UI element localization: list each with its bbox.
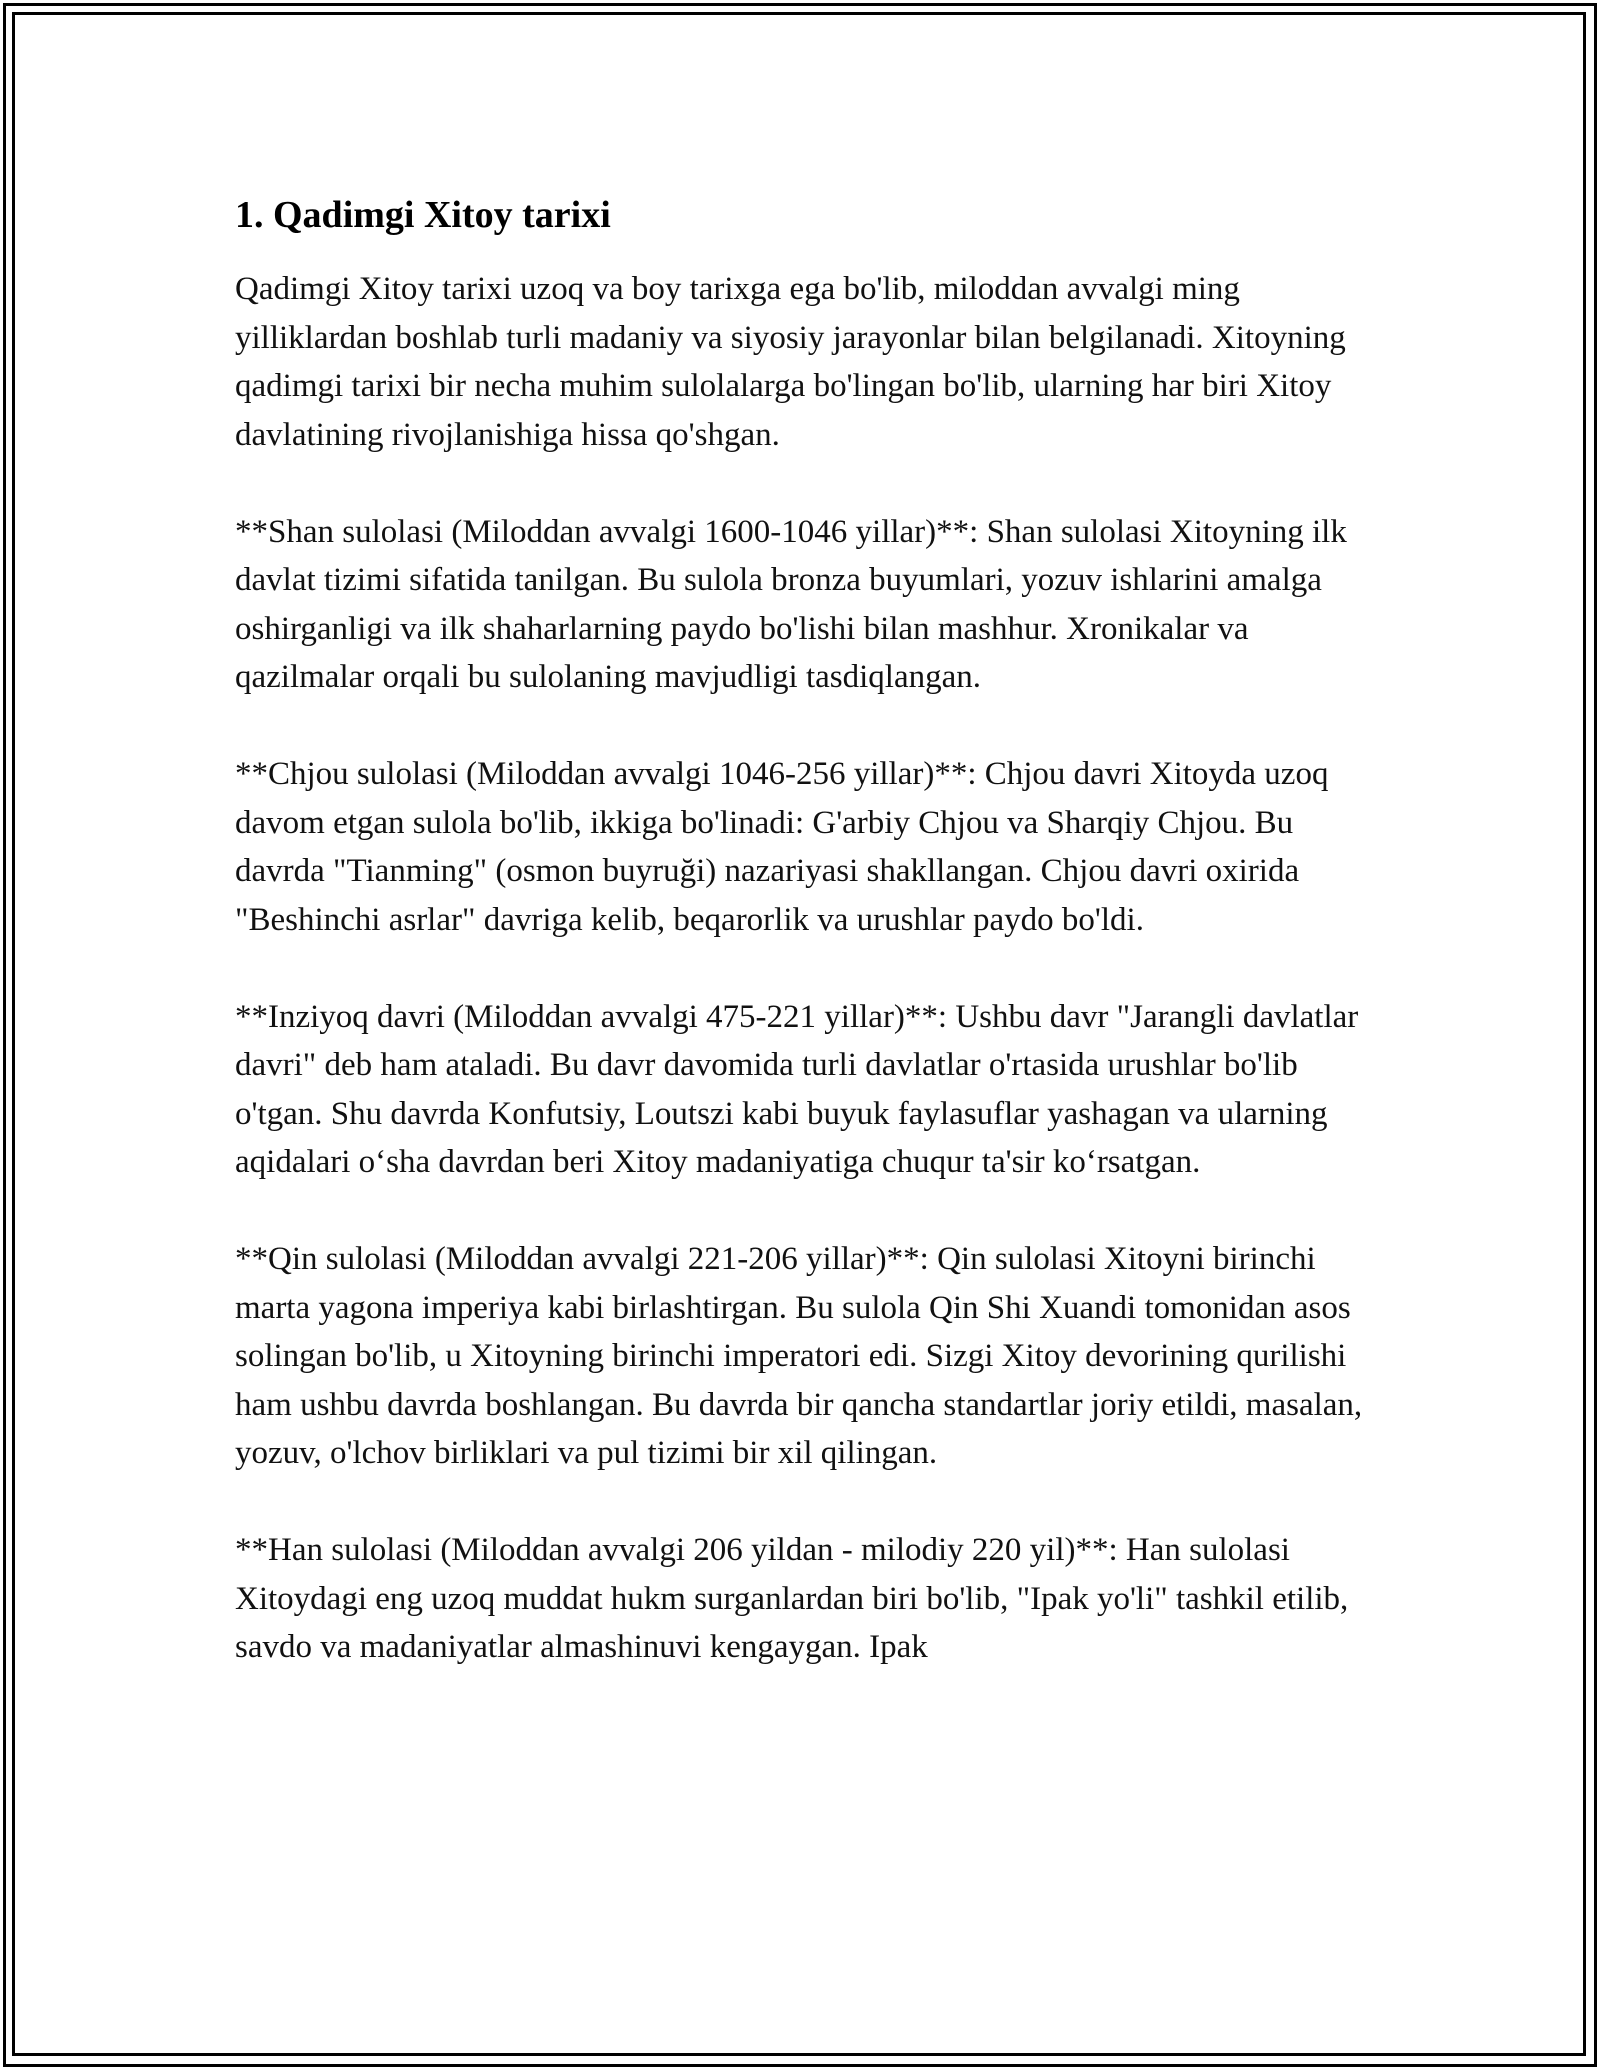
section-heading: 1. Qadimgi Xitoy tarixi xyxy=(235,194,611,236)
paragraph-intro: Qadimgi Xitoy tarixi uzoq va boy tarixga ega bo'lib, miloddan avvalgi ming yilliklardan boshlab turli madaniy va siyosiy jarayonlar bilan belgilanadi. Xitoyning qadimgi tarixi bir necha muhim sulolalarga bo'lingan bo'lib, ularning har biri Xitoy davlatining rivojlanishiga hissa qo'shgan. xyxy=(235,271,1346,453)
paragraph-warring-states: **Inziyoq davri (Miloddan avvalgi 475-221 yillar)**: Ushbu davr "Jarangli davlatlar davri" deb ham ataladi. Bu davr davomida turli davlatlar o'rtasida urushlar bo'lib o'tgan. Shu davrda Konfutsiy, Loutszi kabi buyuk faylasuflar yashagan va ularning aqidalari oʻsha davrdan beri Xitoy madaniyatiga chuqur ta'sir koʻrsatgan. xyxy=(235,998,1359,1180)
document-body xyxy=(235,185,1385,1720)
paragraph-qin-dynasty: **Qin sulolasi (Miloddan avvalgi 221-206 yillar)**: Qin sulolasi Xitoyni birinchi marta yagona imperiya kabi birlashtirgan. Bu sulola Qin Shi Xuandi tomonidan asos solingan bo'lib, u Xitoyning birinchi imperatori edi. Sizgi Xitoy devorining qurilishi ham ushbu davrda boshlangan. Bu davrda bir qancha standartlar joriy etildi, masalan, yozuv, o'lchov birliklari va pul tizimi bir xil qilingan. xyxy=(235,1241,1363,1471)
paragraph-han-dynasty: **Han sulolasi (Miloddan avvalgi 206 yildan - milodiy 220 yil)**: Han sulolasi Xitoydagi eng uzoq muddat hukm surganlardan biri bo'lib, "Ipak yo'li" tashkil etilib, savdo va madaniyatlar almashinuvi kengaygan. Ipak xyxy=(235,1532,1349,1665)
paragraph-shan-dynasty: **Shan sulolasi (Miloddan avvalgi 1600-1046 yillar)**: Shan sulolasi Xitoyning ilk davlat tizimi sifatida tanilgan. Bu sulola bronza buyumlari, yozuv ishlarini amalga oshirganligi va ilk shaharlarning paydo bo'lishi bilan mashhur. Xronikalar va qazilmalar orqali bu sulolaning mavjudligi tasdiqlangan. xyxy=(235,513,1347,695)
paragraph-zhou-dynasty: **Chjou sulolasi (Miloddan avvalgi 1046-256 yillar)**: Chjou davri Xitoyda uzoq davom etgan sulola bo'lib, ikkiga bo'linadi: G'arbiy Chjou va Sharqiy Chjou. Bu davrda "Tianming" (osmon buyruği) nazariyasi shakllangan. Chjou davri oxirida "Beshinchi asrlar" davriga kelib, beqarorlik va urushlar paydo bo'ldi. xyxy=(235,756,1329,938)
